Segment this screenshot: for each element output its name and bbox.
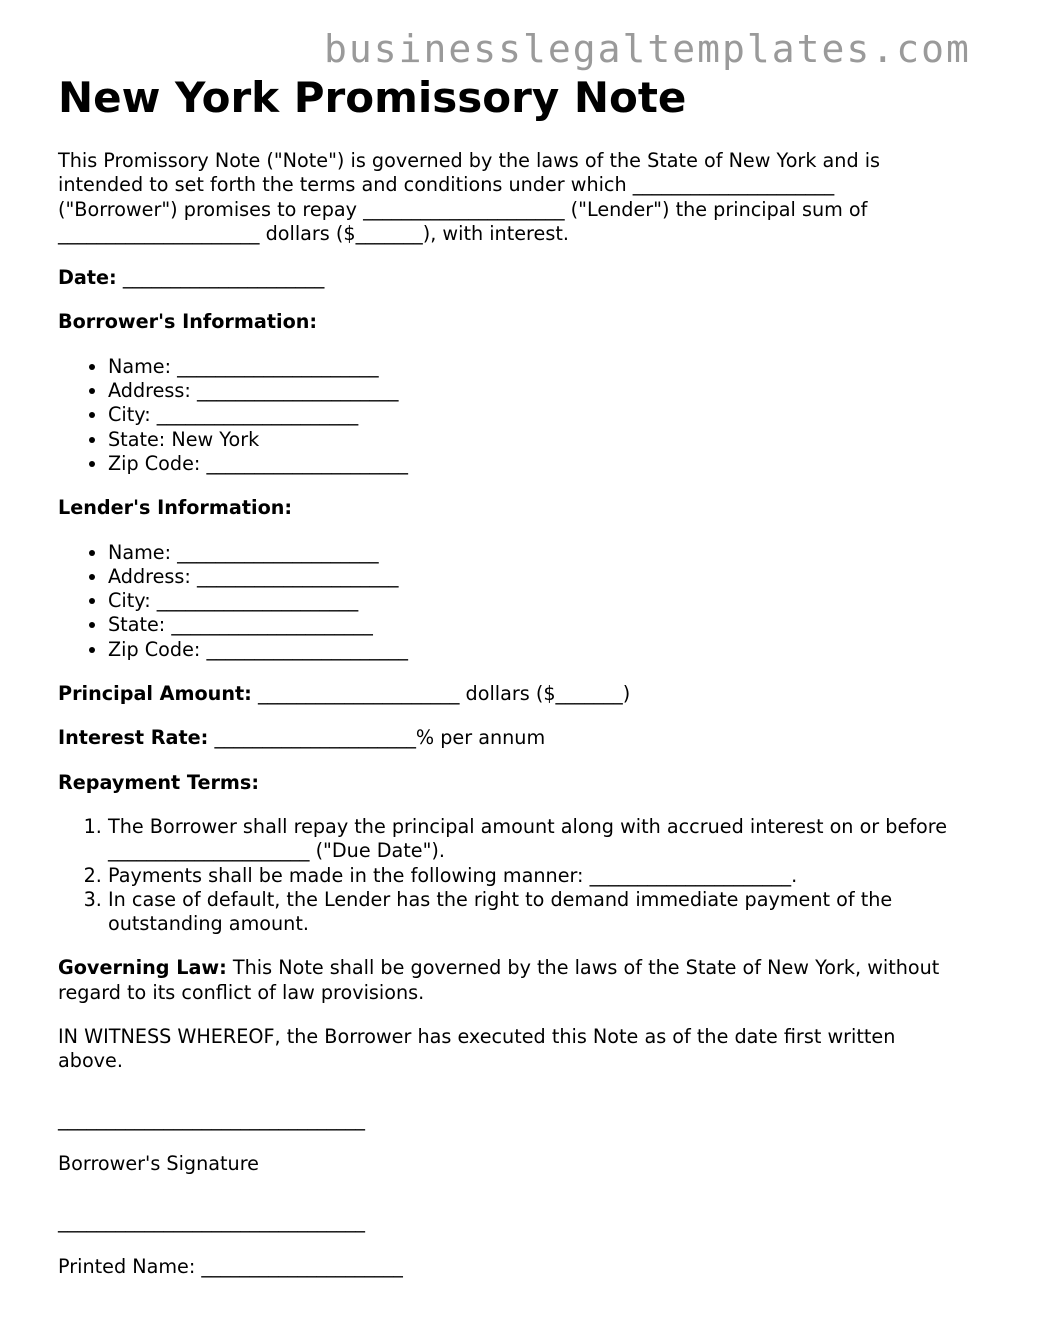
lender-list [58,541,958,662]
lender-name: • Name: _____________________ [108,541,958,565]
lender-zip: • Zip Code: _____________________ [108,638,958,662]
principal-label: Principal Amount: [58,682,252,706]
lender-address: • Address: _____________________ [108,565,958,589]
document-body [58,149,958,1299]
borrower-list [58,355,958,476]
witness-paragraph: IN WITNESS WHEREOF, the Borrower has executed this Note as of the date first written above. [58,1025,896,1073]
borrower-name: • Name: _____________________ [108,355,958,379]
borrower-address: • Address: _____________________ [108,379,958,403]
interest-line [58,726,958,750]
site-watermark: businesslegaltemplates.com [324,27,971,71]
date-label: Date: [58,266,117,290]
governing-law-label: Governing Law: [58,956,227,980]
governing-law-text: This Note shall be governed by the laws of the State of New York, without regard to its conflict of law provisions. [58,956,940,1004]
repayment-term-2: 2. Payments shall be made in the following manner: _____________________. [108,864,958,888]
borrower-signature-line: ________________________________ [58,1107,365,1131]
printed-name-field [58,1255,958,1279]
printed-name-label: Printed Name: [58,1254,196,1278]
repayment-list [58,815,958,936]
lender-city: • City: _____________________ [108,589,958,613]
document-title: New York Promissory Note [58,73,687,122]
repayment-heading: Repayment Terms: [58,770,260,794]
printed-name-line: ________________________________ [58,1210,365,1234]
repayment-term-1: 1. The Borrower shall repay the principal amount along with accrued interest on or before _____________________ ("Due Date"). [108,815,958,864]
governing-law-paragraph [58,956,958,1005]
interest-label: Interest Rate: [58,726,209,750]
borrower-city: • City: _____________________ [108,403,958,427]
borrower-signature-label: Borrower's Signature [58,1151,259,1175]
borrower-zip: • Zip Code: _____________________ [108,452,958,476]
date-line [58,266,958,290]
principal-line [58,682,958,706]
borrower-state: • State: New York [108,428,958,452]
printed-name-value: _____________________ [201,1254,403,1278]
repayment-term-3: 3. In case of default, the Lender has the right to demand immediate payment of the outstanding amount. [108,888,958,937]
interest-value: _____________________% per annum [214,726,546,750]
lender-heading: Lender's Information: [58,496,293,520]
intro-paragraph: This Promissory Note ("Note") is governed by the laws of the State of New York and is intended to set forth the terms and conditions under which _____________________ ("Borrower") promises to repay _____________________ ("Lender") the principal sum of _____________________ dollars ($_______), with interest. [58,149,881,245]
date-value: _____________________ [122,266,325,290]
principal-value: _____________________ dollars ($_______) [257,682,631,706]
lender-state: • State: _____________________ [108,613,958,637]
borrower-heading: Borrower's Information: [58,310,318,334]
